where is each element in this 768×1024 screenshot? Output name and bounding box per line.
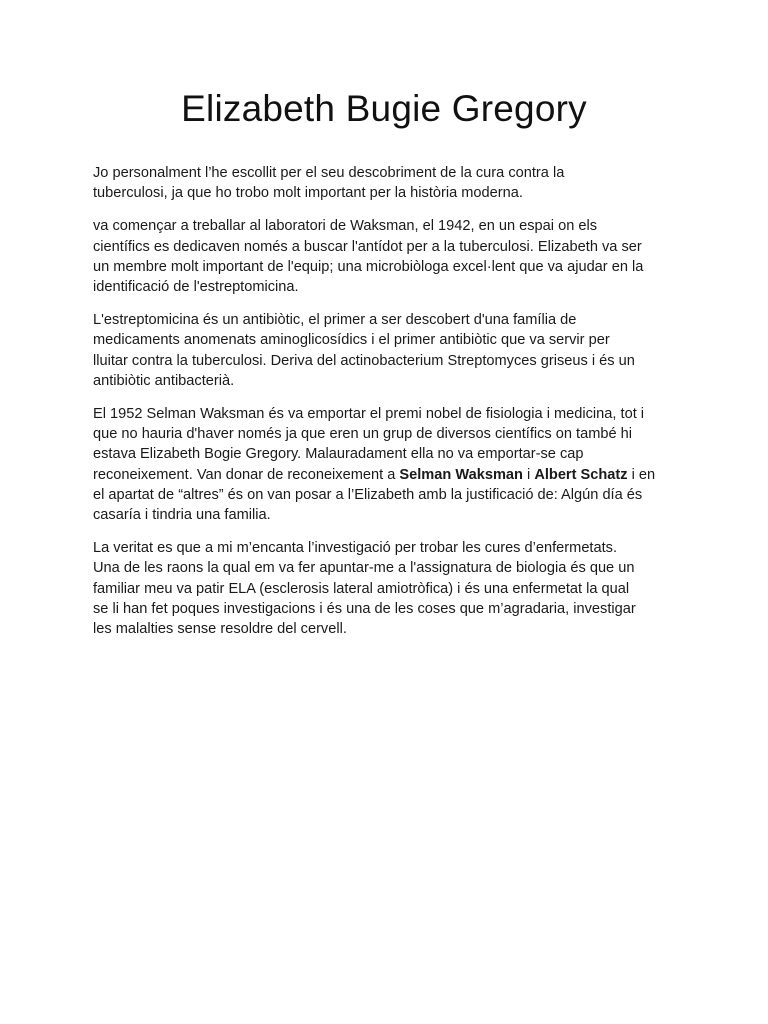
text-line-with-names — [93, 465, 681, 485]
text-line: El 1952 Selman Waksman és va emportar el premi nobel de fisiologia i medicina, tot i — [93, 406, 645, 423]
document-body — [93, 163, 681, 652]
text-line: antibiòtic antibacterià. — [93, 372, 235, 389]
text-line: casaría i tindria una familia. — [93, 507, 271, 524]
text-line: familiar meu va patir ELA (esclerosis lateral amiotròfica) i és una enfermetat la qual — [93, 580, 630, 597]
paragraph-3 — [93, 310, 681, 391]
text-line: un membre molt important de l'equip; una microbiòloga excel·lent que va ajudar en la — [93, 258, 644, 275]
text-line: La veritat es que a mi m’encanta l’investigació per trobar les cures d’enfermetats. — [93, 540, 618, 557]
paragraph-5 — [93, 538, 681, 639]
text-line: medicaments anomenats aminoglicosídics i el primer antibiòtic que va servir per — [93, 332, 610, 349]
text-line: tuberculosi, ja que ho trobo molt important per la història moderna. — [93, 185, 523, 202]
text-line: se li han fet poques investigacions i és una de les coses que m’agradaria, investigar — [93, 600, 636, 617]
bold-name-albert-schatz: Albert Schatz — [534, 466, 628, 483]
paragraph-4 — [93, 404, 681, 525]
text-line: lluitar contra la tuberculosi. Deriva del actinobacterium Streptomyces griseus i és un — [93, 352, 635, 369]
text-segment: i — [522, 466, 535, 483]
text-segment: i en — [627, 466, 656, 483]
paragraph-2 — [93, 216, 681, 297]
text-line: L'estreptomicina és un antibiòtic, el primer a ser descobert d'una família de — [93, 312, 577, 329]
bold-name-selman-waksman: Selman Waksman — [399, 466, 523, 483]
text-line: les malalties sense resoldre del cervell. — [93, 621, 347, 638]
text-line: estava Elizabeth Bogie Gregory. Malauradament ella no va emportar-se cap — [93, 446, 584, 463]
text-line: va començar a treballar al laboratori de Waksman, el 1942, en un espai on els — [93, 218, 598, 235]
document-title: Elizabeth Bugie Gregory — [181, 88, 587, 129]
text-line: identificació de l'estreptomicina. — [93, 279, 299, 296]
text-line: Una de les raons la qual em va fer apuntar-me a l'assignatura de biologia és que un — [93, 560, 635, 577]
text-line: el apartat de “altres” és on van posar a l’Elizabeth amb la justificació de: Algún día és — [93, 486, 643, 503]
text-segment: reconeixement. Van donar de reconeixement a — [93, 466, 400, 483]
paragraph-1 — [93, 163, 681, 203]
text-line: Jo personalment l’he escollit per el seu descobriment de la cura contra la — [93, 165, 565, 181]
text-line: científics es dedicaven només a buscar l'antídot per a la tuberculosi. Elizabeth va ser — [93, 238, 642, 255]
text-line: que no hauria d'haver només ja que eren un grup de diversos científics on també hi — [93, 426, 633, 443]
